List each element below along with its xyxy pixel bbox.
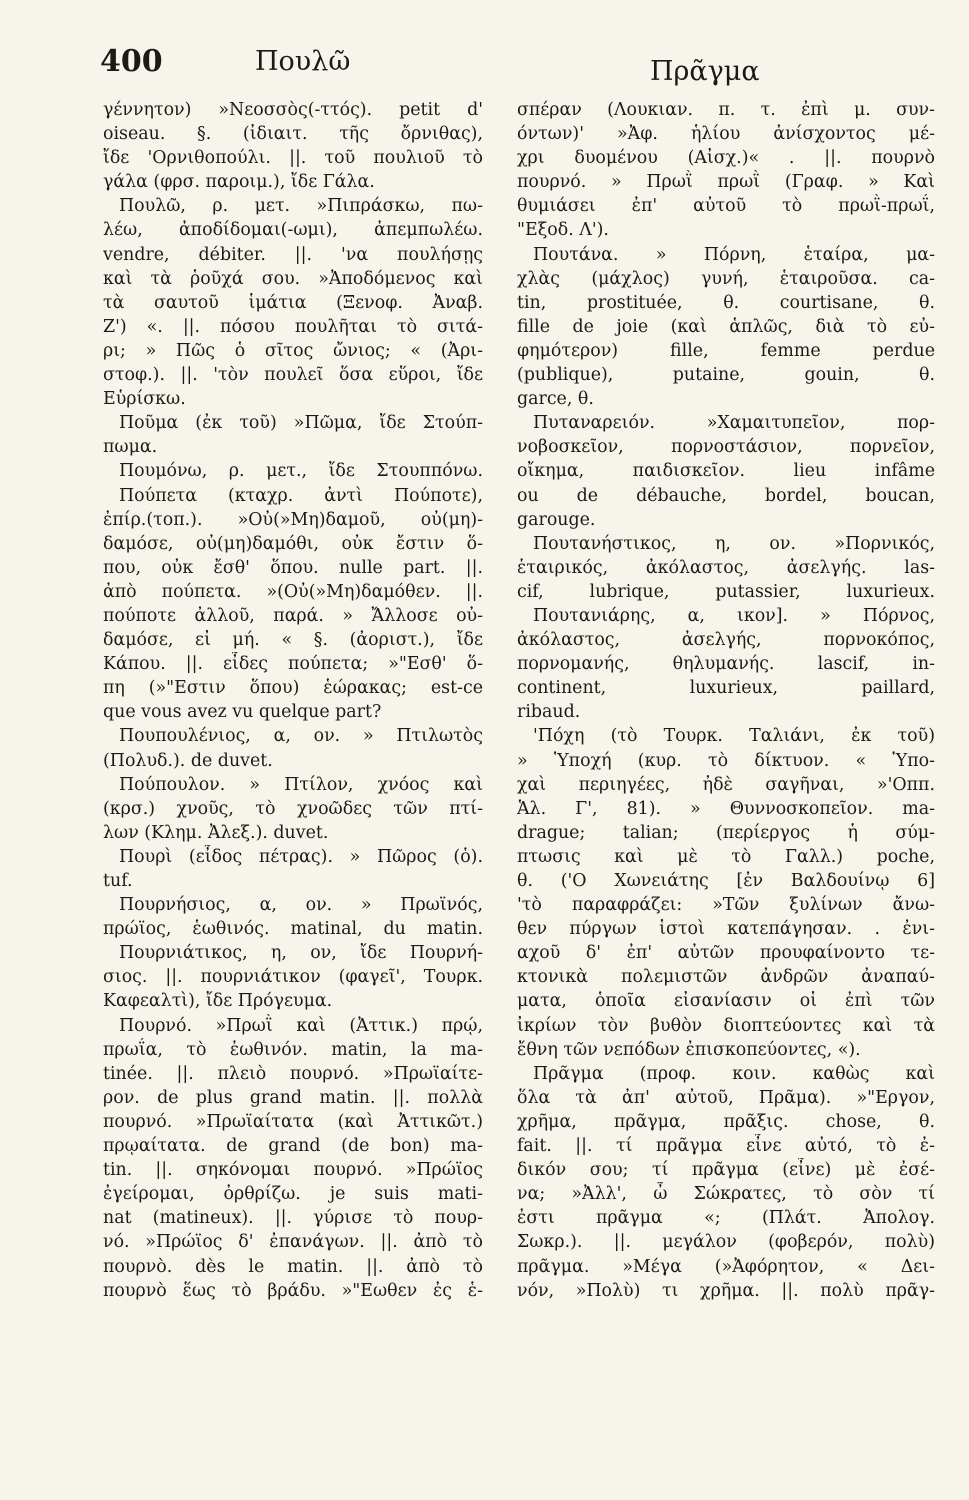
text-line: Πρᾶγμα (προφ. κοιν. καθὼς καὶ <box>533 1063 935 1084</box>
text-line: tin, prostituée, θ. courtisane, θ. <box>517 292 935 313</box>
text-line: ὅλα τὰ ἀπ' αὐτοῦ, Πρᾶμα). »"Εργον, <box>517 1087 935 1108</box>
text-line: ἐγείρομαι, ὀρθρίζω. je suis mati- <box>103 1184 483 1205</box>
text-line: fait. ||. τί πρᾶγμα εἶνε αὐτό, τὸ ἐ- <box>517 1136 935 1157</box>
text-line: καὶ τὰ ῥοῦχά σου. »Ἀποδόμενος καὶ <box>103 268 483 289</box>
text-line: αχοῦ δ' ἐπ' αὐτῶν προυφαίνοντο τε- <box>517 943 935 964</box>
text-line: στοφ.). ||. 'τὸν πουλεῖ ὅσα εὕροι, ἴδε <box>103 365 483 386</box>
text-line: λέω, ἀποδίδομαι(-ωμι), ἀπεμπωλέω. <box>103 220 483 241</box>
text-line: tin. ||. σηκόνομαι πουρνό. »Πρώϊος <box>103 1160 483 1181</box>
text-line: οἴκημα, παιδισκεῖον. lieu infâme <box>517 461 935 482</box>
text-line: ρον. de plus grand matin. ||. πολλὰ <box>103 1087 483 1108</box>
text-line: χλὰς (μάχλος) γυνή, ἑταιροῦσα. ca- <box>517 268 935 289</box>
text-line: Πούπουλον. » Πτίλον, χνόος καὶ <box>119 774 483 795</box>
text-line: ἀκόλαστος, ἀσελγής, πορνοκόπος, <box>517 630 935 651</box>
text-line: Σωκρ.). ||. μεγάλον (φοβερόν, πολὺ) <box>517 1232 935 1253</box>
text-line: Εὑρίσκω. <box>103 389 186 410</box>
text-line: Πουτανήστικος, η, ον. »Πορνικός, <box>533 533 935 554</box>
text-line: πούποτε ἀλλοῦ, παρά. » Ἄλλοσε οὐ- <box>103 605 483 626</box>
text-line: πορνομανής, θηλυμανής. lascif, in- <box>517 654 935 675</box>
text-line: Ἁλ. Γ', 81). » Θυννοσκοπεῖον. ma- <box>517 798 935 819</box>
text-line: πουρνὸ ἕως τὸ βράδυ. »"Εωθεν ἐς ἑ- <box>103 1280 483 1301</box>
page-header <box>0 44 969 94</box>
text-line: σιος. ||. πουρνιάτικον (φαγεῖ', Τουρκ. <box>103 967 483 988</box>
text-line: δαμόσε, οὐ(μη)δαμόθι, οὐκ ἔστιν ὅ- <box>103 533 483 554</box>
text-line: Καφεαλτὶ), ἴδε Πρόγευμα. <box>103 991 333 1012</box>
text-line: χαὶ περιηγέες, ἠδὲ σαγῆναι, »'Οππ. <box>517 774 935 795</box>
text-line: κτονικὰ πολεμιστῶν ἀνδρῶν ἀναπαύ- <box>517 967 935 988</box>
left-running-head: Πουλῶ <box>255 46 351 77</box>
text-line: όντων)' »Ἀφ. ἡλίου ἀνίσχοντος μέ- <box>517 124 935 145</box>
text-line: Πουμόνω, ρ. μετ., ἴδε Στουππόνω. <box>119 461 483 482</box>
text-line: πτωσις καὶ μὲ τὸ Γαλλ.) poche, <box>517 846 935 867</box>
text-line: δαμόσε, εἰ μή. « §. (ἀοριστ.), ἴδε <box>103 630 483 651</box>
text-line: tinée. ||. πλειὸ πουρνό. »Πρωϊαίτε- <box>103 1063 483 1084</box>
text-line: "Εξοδ. Λ'). <box>517 220 609 241</box>
text-line: χρῆμα, πρᾶγμα, πρᾶξις. chose, θ. <box>517 1111 935 1132</box>
text-line: Πουτανιάρης, α, ικον]. » Πόρνος, <box>533 605 935 626</box>
text-line: nat (matineux). ||. γύρισε τὸ πουρ- <box>103 1208 483 1229</box>
text-line: 'Πόχη (τὸ Τουρκ. Ταλιάνι, ἐκ τοῦ) <box>533 726 935 747</box>
text-line: δικόν σου; τί πρᾶγμα (εἶνε) μὲ ἐσέ- <box>517 1160 935 1181</box>
text-line: vendre, débiter. ||. 'να πουλήσῃς <box>103 244 483 265</box>
text-line: γέννητον) »Νεοσσὸς(-ττός). petit d' <box>103 100 483 120</box>
text-line: 'τὸ παραφράζει: »Τῶν ξυλίνων ἄνω- <box>517 895 935 916</box>
text-line: θ. ('Ο Χωνειάτης [ἐν Βαλδουίνῳ 6] <box>517 871 935 891</box>
text-line: Ποῦμα (ἐκ τοῦ) »Πῶμα, ἴδε Στούπ- <box>119 413 483 434</box>
text-line: Πυταναρειόν. »Χαμαιτυπεῖον, πορ- <box>533 413 935 434</box>
text-line: ἑταιρικός, ἀκόλαστος, ἀσελγής. las- <box>517 557 935 578</box>
text-line: ματα, ὁποῖα εἰσανίασιν οἱ ἐπὶ τῶν <box>517 991 935 1012</box>
text-line: νοβοσκεῖον, πορνοστάσιον, πορνεῖον, <box>517 437 935 458</box>
page-number: 400 <box>100 44 163 79</box>
text-line: φημότερον) fille, femme perdue <box>517 340 935 361</box>
text-line: (publique), putaine, gouin, θ. <box>517 365 935 386</box>
text-line: drague; talian; (περίεργος ἡ σύμ- <box>517 822 935 843</box>
text-line: νό. »Πρώϊος δ' ἐπανάγων. ||. ἀπὸ τὸ <box>103 1232 483 1253</box>
text-line: πρωΐα, τὸ ἑωθινόν. matin, la ma- <box>103 1039 483 1060</box>
text-line: ἔθνη τῶν νεπόδων ἐπισκοπεύοντες, «). <box>517 1039 861 1060</box>
text-line: πουρνὸ. dès le matin. ||. ἀπὸ τὸ <box>103 1256 483 1277</box>
text-line: oiseau. §. (ἰδιαιτ. τῆς ὄρνιθας), <box>103 124 483 145</box>
text-line: Ζ') «. ||. πόσου πουλῆται τὸ σιτά- <box>103 316 483 337</box>
right-running-head: Πρᾶγμα <box>650 56 760 87</box>
text-line: fille de joie (καὶ ἁπλῶς, διὰ τὸ εὐ- <box>517 316 935 337</box>
text-line: ἰκρίων τὸν βυθὸν διοπτεύοντες καὶ τὰ <box>517 1015 935 1036</box>
text-line: garouge. <box>517 509 596 530</box>
text-line: πουρνό. »Πρωϊαίτατα (καὶ Ἀττικῶτ.) <box>103 1111 483 1132</box>
text-line: Πουτάνα. » Πόρνη, ἑταίρα, μα- <box>533 244 935 265</box>
text-line: Πουπουλένιος, α, ον. » Πτιλωτὸς <box>119 726 483 747</box>
text-line: garce, θ. <box>517 389 594 410</box>
left-column <box>103 98 483 1303</box>
text-line: ἀπὸ πούπετα. »(Οὐ(»Μη)δαμόθεν. ||. <box>103 581 483 602</box>
text-line: Πουρνήσιος, α, ον. » Πρωϊνός, <box>119 895 483 916</box>
text-line: Πουλῶ, ρ. μετ. »Πιπράσκω, πω- <box>119 196 483 217</box>
text-line: θεν πύργων ἱστοὶ κατεπάγησαν. . ἐνι- <box>517 919 935 940</box>
text-line: που, οὐκ ἔσθ' ὅπου. nulle part. ||. <box>103 557 483 578</box>
text-line: » Ὑποχή (κυρ. τὸ δίκτυον. « Ὑπο- <box>517 750 935 771</box>
text-line: νόν, »Πολὺ) τι χρῆμα. ||. πολὺ πρᾶγ- <box>517 1280 935 1301</box>
text-line: Πουρὶ (εἶδος πέτρας). » Πῶρος (ὁ). <box>119 846 483 867</box>
text-line: ἴδε 'Ορνιθοπούλι. ||. τοῦ πουλιοῦ τὸ <box>103 148 483 169</box>
text-line: πουρνό. » Πρωῒ πρωῒ (Γραφ. » Καὶ <box>517 172 935 193</box>
text-line: ribaud. <box>517 702 581 723</box>
right-column <box>517 98 935 1303</box>
text-line: λων (Κλημ. Ἀλεξ.). duvet. <box>103 822 329 843</box>
text-line: χρι δυομένου (Αἰσχ.)« . ||. πουρνὸ <box>517 148 935 169</box>
text-line: πρᾶγμα. »Μέγα (»Ἀφόρητον, « Δει- <box>517 1256 935 1277</box>
text-line: continent, luxurieux, paillard, <box>517 678 935 699</box>
text-line: Πουρνό. »Πρωῒ καὶ (Ἀττικ.) πρῴ, <box>119 1015 483 1036</box>
text-line: cif, lubrique, putassier, luxurieux. <box>517 581 935 602</box>
text-line: tuf. <box>103 871 133 891</box>
text-line: πη (»"Εστιν ὅπου) ἑώρακας; est-ce <box>103 678 483 699</box>
text-line: (κρσ.) χνοῦς, τὸ χνοῶδες τῶν πτί- <box>103 798 483 819</box>
text-line: que vous avez vu quelque part? <box>103 702 382 723</box>
text-line: ou de débauche, bordel, boucan, <box>517 485 935 506</box>
text-line: σπέραν (Λουκιαν. π. τ. ἐπὶ μ. συν- <box>517 100 935 120</box>
text-line: Πουρνιάτικος, η, ον, ἴδε Πουρνή- <box>119 943 483 964</box>
text-line: πρῳαίτατα. de grand (de bon) ma- <box>103 1136 483 1157</box>
text-line: Κάπου. ||. εἶδες πούπετα; »"Εσθ' ὅ- <box>103 654 483 675</box>
text-line: γάλα (φρσ. παροιμ.), ἴδε Γάλα. <box>103 172 375 193</box>
text-line: πωμα. <box>103 437 158 458</box>
text-line: Πούπετα (κταχρ. ἀντὶ Πούποτε), <box>119 485 483 506</box>
text-line: τὰ σαυτοῦ ἱμάτια (Ξενοφ. Ἀναβ. <box>103 292 483 313</box>
text-line: ρι; » Πῶς ὁ σῖτος ὤνιος; « (Ἀρι- <box>103 340 483 361</box>
text-line: (Πολυδ.). de duvet. <box>103 750 273 771</box>
text-line: πρώϊος, ἑωθινός. matinal, du matin. <box>103 919 483 940</box>
text-line: ἐστι πρᾶγμα «; (Πλάτ. Ἀπολογ. <box>517 1208 935 1229</box>
text-line: να; »Ἀλλ', ὦ Σώκρατες, τὸ σὸν τί <box>517 1184 935 1205</box>
text-line: ἐπίρ.(τοπ.). »Οὐ(»Μη)δαμοῦ, οὐ(μη)- <box>103 509 483 530</box>
text-line: θυμιάσει ἐπ' αὐτοῦ τὸ πρωῒ-πρωΐ, <box>517 196 935 217</box>
